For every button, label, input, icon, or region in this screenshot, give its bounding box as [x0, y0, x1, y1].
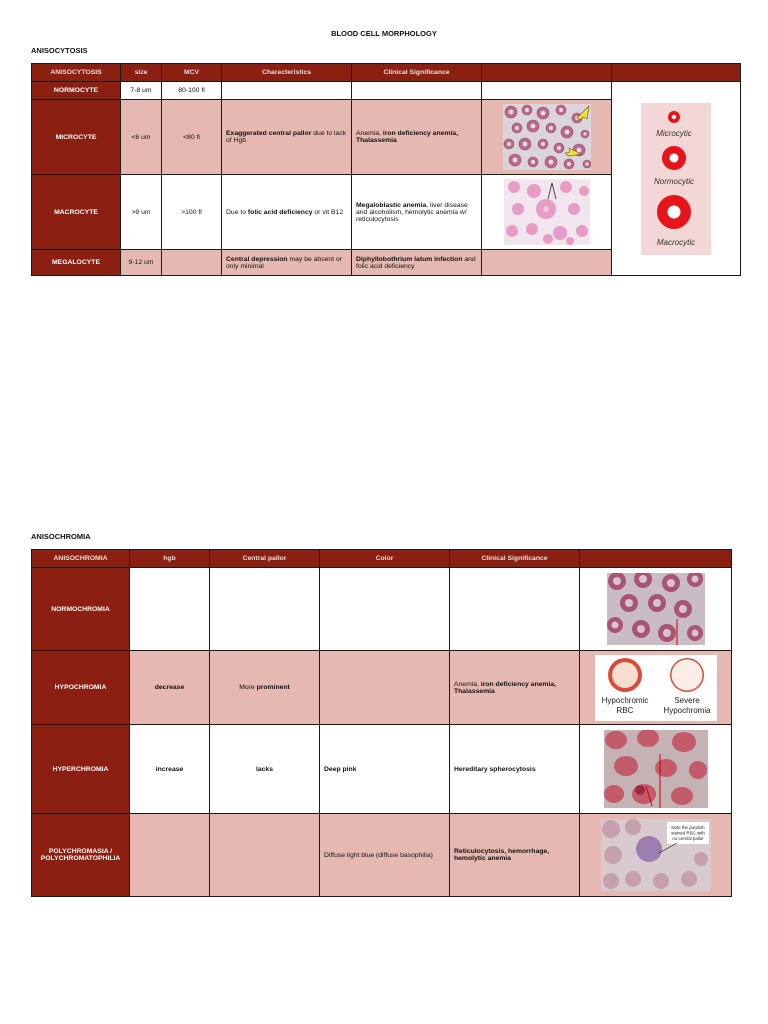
cell-central-pallor [210, 814, 320, 897]
poly-note-line1: Note the purplish [670, 825, 705, 830]
col-header-clinical-significance: Clinical Significance [450, 550, 580, 568]
macrocyte-smear-image [504, 179, 590, 245]
document-title: BLOOD CELL MORPHOLOGY [331, 29, 437, 38]
cell-image-empty [482, 250, 612, 276]
col-header-legend [612, 64, 741, 82]
row-label-polychromasia: POLYCHROMASIA / POLYCHROMATOPHILIA [32, 814, 130, 897]
col-header-clinical-significance: Clinical Significance [352, 64, 482, 82]
cell-clinical-significance: Anemia, iron deficiency anemia, Thalassemia [450, 651, 580, 725]
cell-central-pallor: lacks [210, 725, 320, 814]
cell-color [320, 651, 450, 725]
legend-label-macrocytic: Macrocytic [656, 237, 696, 247]
col-header-hgb: hgb [130, 550, 210, 568]
severe-label-line2: Hypochromia [662, 705, 711, 715]
microcyte-smear-image [503, 104, 591, 170]
cell-hgb [130, 568, 210, 651]
normochromia-smear-image [607, 573, 705, 645]
col-header-image [580, 550, 732, 568]
cell-image [580, 651, 732, 725]
col-header-anisochromia: ANISOCHROMIA [32, 550, 130, 568]
cell-color [320, 568, 450, 651]
cell-image [580, 814, 732, 897]
cell-clinical-significance: Anemia, iron deficiency anemia, Thalassemia [352, 100, 482, 175]
cell-image [580, 725, 732, 814]
anisocytosis-header-row [32, 64, 741, 82]
anisochromia-header-row [32, 550, 732, 568]
cell-clinical-significance: Reticulocytosis, hemorrhage, hemolytic anemia [450, 814, 580, 897]
cell-mcv: >100 fl [162, 175, 222, 250]
anisochromia-table [31, 549, 732, 897]
legend-label-normocytic: Normocytic [653, 176, 695, 186]
table-row [32, 651, 732, 725]
col-header-image [482, 64, 612, 82]
cell-characteristics: Central depression may be absent or only minimal [222, 250, 352, 276]
row-label-normocyte: NORMOCYTE [32, 82, 121, 100]
cell-hgb: increase [130, 725, 210, 814]
cell-clinical-significance: Diphyllobothrium latum infection and folic acid deficiency [352, 250, 482, 276]
hypochromic-label-line1: Hypochromic [601, 695, 648, 705]
col-header-anisocytosis: ANISOCYTOSIS [32, 64, 121, 82]
row-label-megalocyte: MEGALOCYTE [32, 250, 121, 276]
cell-size: 9-12 um [121, 250, 162, 276]
cell-image [482, 100, 612, 175]
cell-size: 7-8 um [121, 82, 162, 100]
row-label-hyperchromia: HYPERCHROMIA [32, 725, 130, 814]
cell-hgb [130, 814, 210, 897]
cell-color: Deep pink [320, 725, 450, 814]
cell-mcv: <80 fl [162, 100, 222, 175]
cell-clinical-significance: Hereditary spherocytosis [450, 725, 580, 814]
table-row [32, 814, 732, 897]
cell-image [482, 175, 612, 250]
cell-mcv [162, 250, 222, 276]
row-label-normochromia: NORMOCHROMIA [32, 568, 130, 651]
cell-clinical-significance [352, 82, 482, 100]
col-header-mcv: MCV [162, 64, 222, 82]
cell-clinical-significance [450, 568, 580, 651]
col-header-color: Color [320, 550, 450, 568]
poly-note-line2: stained RBC with [670, 830, 705, 836]
table-row [32, 82, 741, 100]
row-label-macrocyte: MACROCYTE [32, 175, 121, 250]
cell-size: <6 um [121, 100, 162, 175]
hypochromia-diagram-image [595, 655, 717, 721]
col-header-size: size [121, 64, 162, 82]
row-label-hypochromia: HYPOCHROMIA [32, 651, 130, 725]
anisocytosis-section-label: ANISOCYTOSIS [31, 46, 88, 55]
hyperchromia-smear-image [604, 730, 708, 808]
table-row [32, 568, 732, 651]
cell-characteristics [222, 82, 352, 100]
col-header-central-pallor: Central pallor [210, 550, 320, 568]
cell-size: >9 um [121, 175, 162, 250]
cell-characteristics: Exaggerated central pallor due to lack of Hgb [222, 100, 352, 175]
hypochromic-label-line2: RBC [616, 705, 633, 715]
cell-color: Diffuse light blue (diffuse basophilia) [320, 814, 450, 897]
legend-label-microcytic: Microcytic [656, 128, 692, 138]
cell-hgb: decrease [130, 651, 210, 725]
table-row [32, 725, 732, 814]
cell-central-pallor: More prominent [210, 651, 320, 725]
cell-central-pallor [210, 568, 320, 651]
row-label-microcyte: MICROCYTE [32, 100, 121, 175]
cell-characteristics: Due to folic acid deficiency or vit B12 [222, 175, 352, 250]
cell-image [580, 568, 732, 651]
cell-clinical-significance: Megaloblastic anemia, liver disease and alcoholism, hemolytic anemia w/ reticulocytosis [352, 175, 482, 250]
cell-image-empty [482, 82, 612, 100]
cell-mcv: 80-100 fl [162, 82, 222, 100]
cell-size-legend [612, 82, 741, 276]
polychromasia-smear-image [601, 819, 711, 891]
anisocytosis-table [31, 63, 741, 276]
col-header-characteristics: Characteristics [222, 64, 352, 82]
cell-size-legend-image [641, 103, 711, 255]
poly-note-line3: no central pallor [671, 836, 704, 841]
anisochromia-section-label: ANISOCHROMIA [31, 532, 91, 541]
severe-label-line1: Severe [673, 695, 700, 705]
